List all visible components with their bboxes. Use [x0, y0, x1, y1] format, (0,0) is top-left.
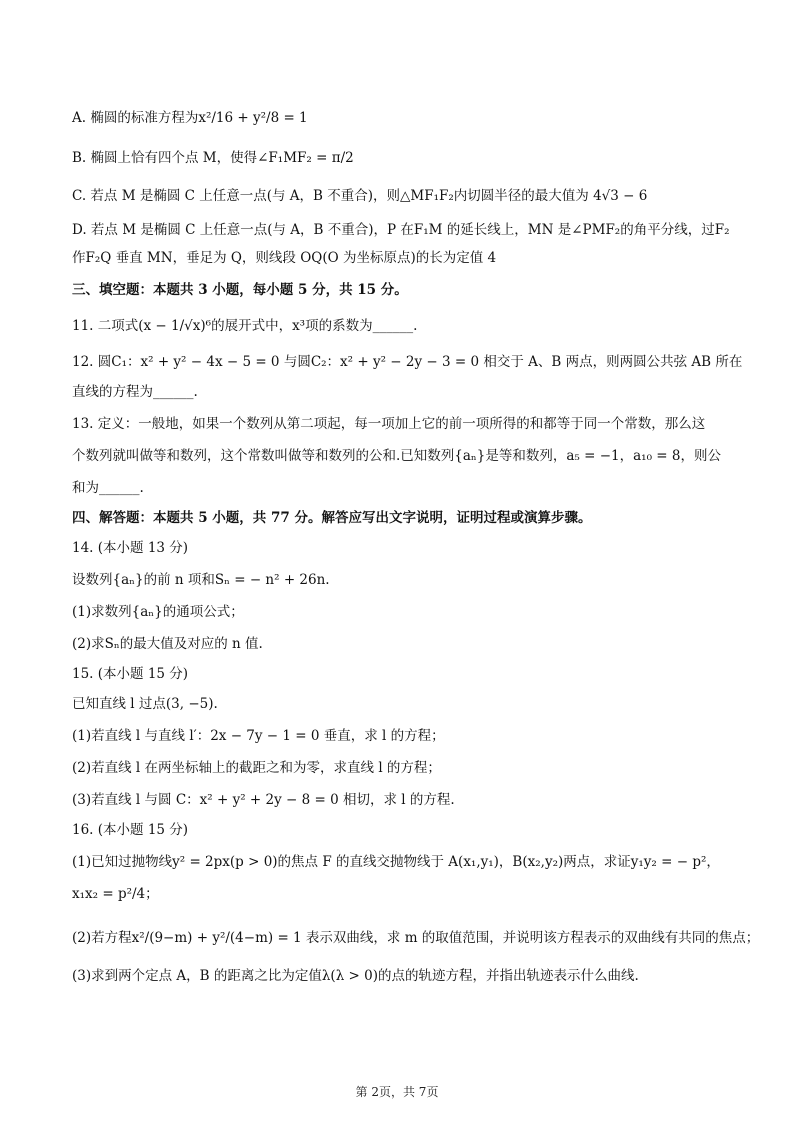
question-13-line-2: 个数列就叫做等和数列，这个常数叫做等和数列的公和.已知数列{aₙ}是等和数列，a₅ = −1，a₁₀ = 8，则公	[72, 448, 721, 464]
question-14-part-2: (2)求Sₙ的最大值及对应的 n 值.	[72, 636, 263, 652]
question-16-part-2: (2)若方程x²/(9−m) + y²/(4−m) = 1 表示双曲线，求 m 的取值范围，并说明该方程表示的双曲线有共同的焦点；	[72, 930, 760, 946]
question-12-line-1: 12. 圆C₁：x² + y² − 4x − 5 = 0 与圆C₂：x² + y² − 2y − 3 = 0 相交于 A、B 两点，则两圆公共弦 AB 所在	[72, 354, 743, 370]
question-16-part-1-line-2: x₁x₂ = p²/4；	[72, 886, 159, 902]
question-15-part-2: (2)若直线 l 在两坐标轴上的截距之和为零，求直线 l 的方程；	[72, 760, 441, 776]
question-11: 11. 二项式(x − 1/√x)⁶的展开式中，x³项的系数为______.	[72, 318, 418, 334]
question-14-heading: 14. (本小题 13 分)	[72, 540, 189, 556]
option-d-line-2: 作F₂Q 垂直 MN，垂足为 Q，则线段 OQ(O 为坐标原点)的长为定值 4	[72, 250, 497, 266]
question-16-part-1-line-1: (1)已知过抛物线y² = 2px(p > 0)的焦点 F 的直线交抛物线于 A(x₁,y₁)，B(x₂,y₂)两点，求证y₁y₂ = − p²，	[72, 854, 720, 870]
question-13-line-1: 13. 定义：一般地，如果一个数列从第二项起，每一项加上它的前一项所得的和都等于同一个常数，那么这	[72, 416, 706, 432]
question-14-stem: 设数列{aₙ}的前 n 项和Sₙ = − n² + 26n.	[72, 572, 330, 588]
question-13-line-3: 和为______.	[72, 480, 144, 496]
question-15-stem: 已知直线 l 过点(3, −5).	[72, 696, 218, 712]
option-d-line-1: D. 若点 M 是椭圆 C 上任意一点(与 A，B 不重合)，P 在F₁M 的延长线上，MN 是∠PMF₂的角平分线，过F₂	[72, 222, 730, 238]
option-b: B. 椭圆上恰有四个点 M，使得∠F₁MF₂ = π/2	[72, 150, 354, 166]
question-14-part-1: (1)求数列{aₙ}的通项公式；	[72, 604, 244, 620]
page-footer: 第 2页，共 7页	[355, 1085, 439, 1099]
question-15-heading: 15. (本小题 15 分)	[72, 666, 189, 682]
question-15-part-3: (3)若直线 l 与圆 C：x² + y² + 2y − 8 = 0 相切，求 l 的方程.	[72, 792, 455, 808]
option-c: C. 若点 M 是椭圆 C 上任意一点(与 A，B 不重合)，则△MF₁F₂内切圆半径的最大值为 4√3 − 6	[72, 188, 648, 204]
question-12-line-2: 直线的方程为______.	[72, 384, 198, 400]
question-16-heading: 16. (本小题 15 分)	[72, 822, 189, 838]
section-solution-heading: 四、解答题：本题共 5 小题，共 77 分。解答应写出文字说明，证明过程或演算步骤。	[72, 510, 592, 526]
question-16-part-3: (3)求到两个定点 A，B 的距离之比为定值λ(λ > 0)的点的轨迹方程，并指出轨迹表示什么曲线.	[72, 968, 639, 984]
section-fill-blank-heading: 三、填空题：本题共 3 小题，每小题 5 分，共 15 分。	[72, 282, 408, 298]
option-a: A. 椭圆的标准方程为x²/16 + y²/8 = 1	[72, 110, 308, 126]
question-15-part-1: (1)若直线 l 与直线 l′：2x − 7y − 1 = 0 垂直，求 l 的方程；	[72, 728, 445, 744]
